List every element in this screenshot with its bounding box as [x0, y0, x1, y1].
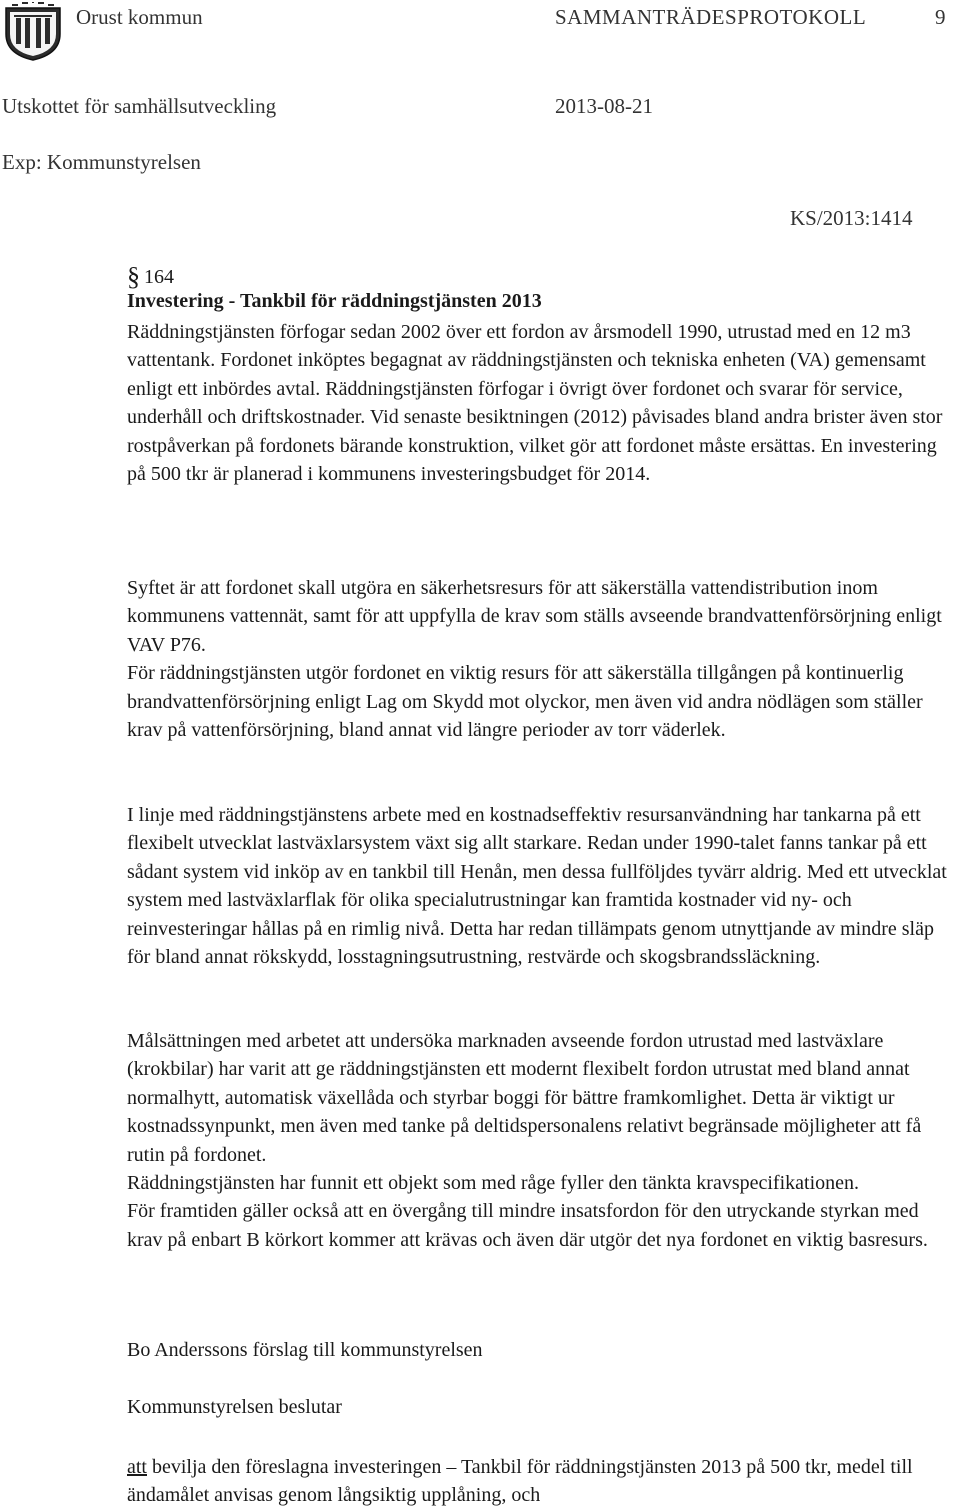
expedition-line: Exp: Kommunstyrelsen [2, 150, 201, 174]
proposal-line: Bo Anderssons förslag till kommunstyrelsen [127, 1339, 483, 1361]
decides-line: Kommunstyrelsen beslutar [127, 1396, 342, 1418]
section-heading [127, 262, 174, 292]
paragraph-object-found: Räddningstjänsten har funnit ett objekt som med råge fyller den tänkta kravspecifikationen. [127, 1172, 860, 1195]
paragraph-goal: Målsättningen med arbetet att undersöka marknaden avseende fordon utrustad med lastväxlare (krokbilar) har varit att ge räddningstjänsten ett modernt flexibelt fordon utrustat med bland annat normalhytt, automatisk växellåda och styrbar boggi för bättre framkomlighet. Detta är viktigt ur kostnadssynpunkt, men även med tanke på deltidspersonalens relativt begränsade möjligheter att få rutin på fordonet. [127, 1030, 922, 1166]
decision-paragraph [127, 1453, 947, 1510]
case-number: KS/2013:1414 [790, 206, 913, 230]
paragraph-importance: För räddningstjänsten utgör fordonet en viktig resurs för att säkerställa tillgången på kontinuerlig brandvattenförsörjning enligt Lag om Skydd mot olyckor, men även vid andra nödlägen som ställer krav på vattenförsörjning, bland annat vid längre perioder av torr väderlek. [127, 662, 923, 742]
paragraph-background: Räddningstjänsten förfogar sedan 2002 över ett fordon av årsmodell 1990, utrustad med en 12 m3 vattentank. Fordonet inköptes begagnat av räddningstjänsten och tekniska enheten (VA) gemensamt enligt ett inbördes avtal. Räddningstjänsten förfogar i övrigt över fordonet och svarar för service, underhåll och driftskostnader. Vid senaste besiktningen (2012) påvisades bland andra brister även stor rostpåverkan på fordonets bärande konstruktion, vilket gör att fordonet måste ersättas. En investering på 500 tkr är planerad i kommunens investeringsbudget för 2014. [127, 321, 943, 486]
section-symbol: § [127, 262, 140, 291]
section-title: Investering - Tankbil för räddningstjänsten 2013 [127, 290, 542, 312]
paragraph-2 [127, 574, 947, 744]
att-keyword: att [127, 1456, 147, 1478]
paragraph-1 [127, 318, 947, 488]
paragraph-3 [127, 801, 947, 971]
org-name: Orust kommun [76, 5, 203, 29]
meeting-date: 2013-08-21 [555, 94, 653, 118]
paragraph-purpose: Syftet är att fordonet skall utgöra en säkerhetsresurs för att säkerställa vattendistribution inom kommunens vattennät, samt för att uppfylla de krav som ställs avseende brandvattenförsörjning enligt VAV P76. [127, 577, 942, 656]
section-number: 164 [144, 266, 174, 288]
municipality-logo [2, 2, 64, 62]
committee-name: Utskottet för samhällsutveckling [2, 94, 277, 118]
paragraph-future: För framtiden gäller också att en övergång till mindre insatsfordon för den utryckande styrkan med krav på enbart B körkort kommer att krävas och även där utgör det nya fordonet en viktig basresurs. [127, 1200, 928, 1251]
paragraph-4 [127, 1027, 947, 1254]
paragraph-system: I linje med räddningstjänstens arbete med en kostnadseffektiv resursanvändning har tankarna på ett flexibelt utvecklat lastväxlarsystem växt sig allt starkare. Redan under 1990-talet fanns tankar på ett sådant system vid inköp av en tankbil till Henån, men dessa fullföljdes tyvärr aldrig. Med ett utvecklat system med lastväxlarflak för olika specialutrustningar kan framtida kostnader vid ny- och reinvesteringar hållas på en rimlig nivå. Detta har redan tillämpats genom utnyttjande av mindre släp för bland annat rökskydd, losstagningsutrustning, restvärde och skogsbrandssläckning. [127, 804, 947, 969]
document-type: SAMMANTRÄDESPROTOKOLL [555, 5, 867, 29]
page-number: 9 [935, 5, 946, 29]
decision-text: bevilja den föreslagna investeringen – Tankbil för räddningstjänsten 2013 på 500 tkr, medel till ändamålet anvisas genom långsiktig upplåning, och [127, 1456, 913, 1507]
